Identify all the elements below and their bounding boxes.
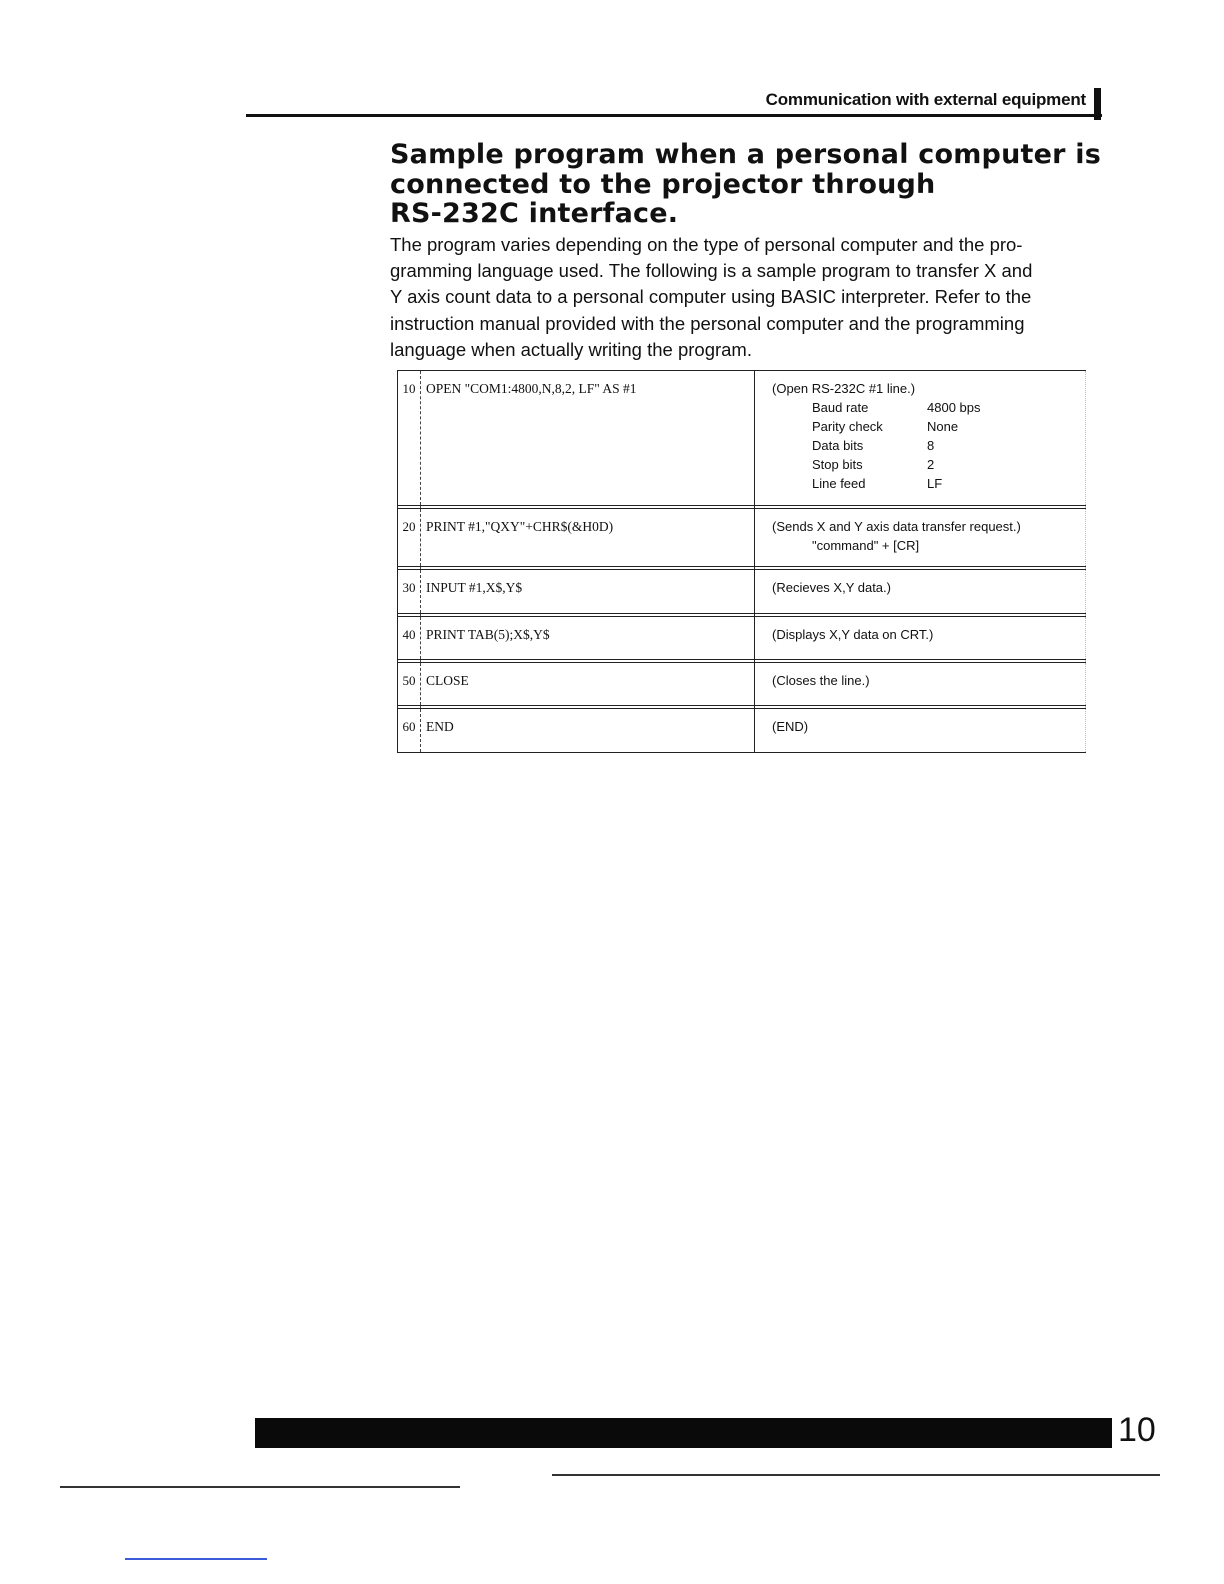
description-text: (Sends X and Y axis data transfer request.) [772, 519, 1021, 534]
title-line: RS-232C interface. [390, 198, 679, 229]
code-text: OPEN "COM1:4800,N,8,2, LF" AS #1 [426, 381, 637, 396]
setting-name: Stop bits [812, 457, 863, 472]
line-number: 60 [402, 719, 416, 734]
program-row [398, 371, 1086, 506]
line-number: 10 [402, 381, 416, 396]
description-text: (Open RS-232C #1 line.) [772, 381, 916, 396]
line-number-cell [398, 617, 421, 660]
code-cell [421, 570, 755, 614]
setting-name: Baud rate [812, 400, 869, 415]
sample-program-table [397, 370, 1086, 753]
description-cell [755, 663, 1086, 706]
header-rule [246, 114, 1102, 117]
line-number-cell [398, 709, 421, 753]
setting-row [812, 438, 981, 457]
line-number: 20 [402, 519, 416, 534]
code-cell [421, 663, 755, 706]
program-row [398, 617, 1086, 660]
setting-row [812, 419, 981, 438]
setting-value: 4800 bps [927, 400, 981, 415]
code-text: CLOSE [426, 673, 469, 688]
intro-line: language when actually writing the program. [390, 338, 752, 360]
setting-name: Line feed [812, 476, 866, 491]
description-subline: "command" + [CR] [812, 538, 920, 553]
code-text: END [426, 719, 454, 734]
code-cell [421, 617, 755, 660]
running-header: Communication with external equipment [765, 90, 1086, 109]
intro-line: instruction manual provided with the personal computer and the programming [390, 312, 1025, 334]
line-number: 40 [402, 627, 416, 642]
footer-rule [552, 1474, 1160, 1476]
line-number: 50 [402, 673, 416, 688]
setting-row [812, 400, 981, 419]
page-number: 10 [1118, 1411, 1156, 1449]
code-cell [421, 509, 755, 567]
code-cell [421, 371, 755, 506]
code-text: PRINT #1,"QXY"+CHR$(&H0D) [426, 519, 614, 534]
setting-value: 2 [927, 457, 935, 472]
footer-bar [255, 1418, 1112, 1448]
line-number-cell [398, 371, 421, 506]
code-text: INPUT #1,X$,Y$ [426, 580, 523, 595]
description-text: (Recieves X,Y data.) [772, 580, 891, 595]
description-cell [755, 371, 1086, 506]
line-number-cell [398, 570, 421, 614]
setting-value: LF [927, 476, 943, 491]
title-line: Sample program when a personal computer is [390, 139, 1101, 170]
description-cell [755, 509, 1086, 567]
intro-paragraph [390, 232, 1110, 363]
description-text: (END) [772, 719, 809, 734]
line-number-cell [398, 663, 421, 706]
setting-value: 8 [927, 438, 935, 453]
description-text: (Closes the line.) [772, 673, 870, 688]
description-cell [755, 570, 1086, 614]
description-text: (Displays X,Y data on CRT.) [772, 627, 934, 642]
title-line: connected to the projector through [390, 168, 936, 200]
footer-rule [60, 1486, 460, 1488]
code-text: PRINT TAB(5);X$,Y$ [426, 627, 550, 642]
line-number: 30 [402, 580, 416, 595]
line-number-cell [398, 509, 421, 567]
setting-row [812, 476, 981, 495]
setting-name: Data bits [812, 438, 864, 453]
intro-line: Y axis count data to a personal computer using BASIC interpreter. Refer to the [390, 286, 1032, 308]
footer-rule [125, 1558, 267, 1560]
program-row [398, 709, 1086, 753]
program-row [398, 570, 1086, 614]
intro-line: The program varies depending on the type of personal computer and the pro- [390, 234, 1023, 255]
code-cell [421, 709, 755, 753]
setting-value: None [927, 419, 959, 434]
description-cell [755, 617, 1086, 660]
intro-line: gramming language used. The following is a sample program to transfer X and [390, 260, 1033, 282]
section-title [390, 140, 1110, 229]
setting-row [812, 457, 981, 476]
program-row [398, 509, 1086, 567]
program-row [398, 663, 1086, 706]
port-settings-list [812, 400, 981, 495]
setting-name: Parity check [812, 419, 883, 434]
description-cell [755, 709, 1086, 753]
